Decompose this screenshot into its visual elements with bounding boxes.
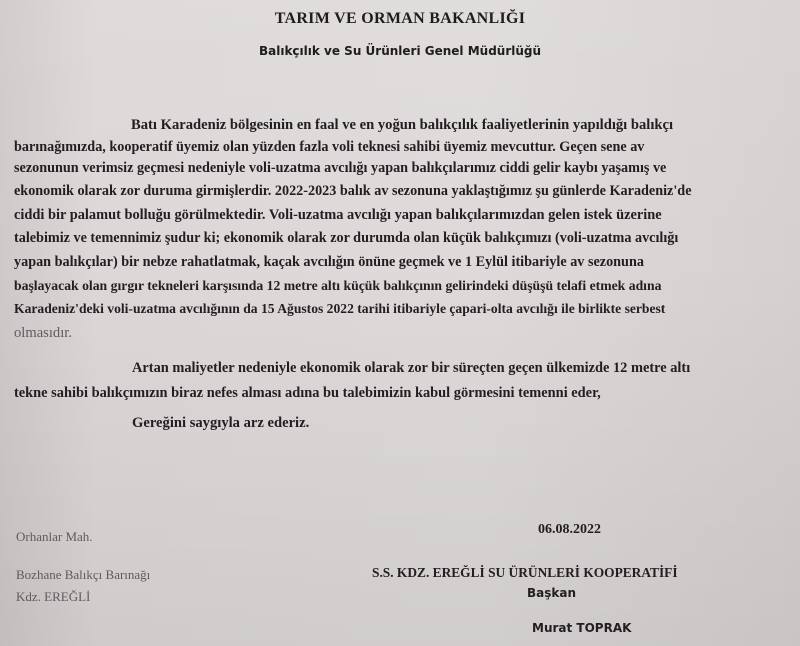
signatory-name: Murat TOPRAK [532,621,632,635]
body-line: talebimiz ve temennimiz şudur ki; ekonomik olarak zor durumda olan küçük balıkçımızı (voli-uzatma avcılığı [14,230,679,246]
body-line: yapan balıkçılar) bir nebze rahatlatmak, kaçak avcılığın önüne geçmek ve 1 Eylül itibariyle av sezonuna [14,254,644,270]
signatory-role: Başkan [527,586,577,600]
body-line: olmasıdır. [14,325,72,341]
body-line: tekne sahibi balıkçımızın biraz nefes alması adına bu talebimizin kabul görmesini temenni eder, [14,385,601,401]
body-line: sezonunun verimsiz geçmesi nedeniyle voli-uzatma avcılığı yapan balıkçılarımız ciddi gelir kaybı yaşamış ve [14,160,667,176]
body-line: Artan maliyetler nedeniyle ekonomik olarak zor bir süreçten geçen ülkemizde 12 metre altı [132,360,691,376]
cooperative-name: S.S. KDZ. EREĞLİ SU ÜRÜNLERİ KOOPERATİFİ [372,565,678,580]
closing-line: Gereğini saygıyla arz ederiz. [132,415,310,431]
directorate-subtitle: Balıkçılık ve Su Ürünleri Genel Müdürlüğü [258,44,542,58]
body-line: ekonomik olarak zor duruma girmişlerdir. 2022-2023 balık av sezonuna yaklaştığımız şu günlerde Karadeniz'de [14,183,692,199]
body-line: Karadeniz'deki voli-uzatma avcılığının da 15 Ağustos 2022 tarihi itibariyle çapari-olta avcılığı ile birlikte serbest [14,301,666,316]
body-line: ciddi bir palamut bolluğu görülmektedir. Voli-uzatma avcılığı yapan balıkçılarımızdan gelen istek üzerine [14,207,662,223]
ministry-title: TARIM VE ORMAN BAKANLIĞI [274,10,526,27]
address-line-2: Kdz. EREĞLİ [16,589,91,604]
body-line: barınağımızda, kooperatif üyemiz olan yüzden fazla voli teknesi sahibi üyemiz mevcuttur. Geçen sene av [14,139,645,155]
address-district: Orhanlar Mah. [16,529,93,544]
body-line: başlayacak olan gırgır tekneleri karşısında 12 metre altı küçük balıkçının gelirindeki düşüşü telafi etmek adına [14,278,662,293]
address-line-1: Bozhane Balıkçı Barınağı [16,567,151,582]
body-line: Batı Karadeniz bölgesinin en faal ve en yoğun balıkçılık faaliyetlerinin yapıldığı balıkçı [131,117,674,133]
document-date: 06.08.2022 [538,522,601,537]
